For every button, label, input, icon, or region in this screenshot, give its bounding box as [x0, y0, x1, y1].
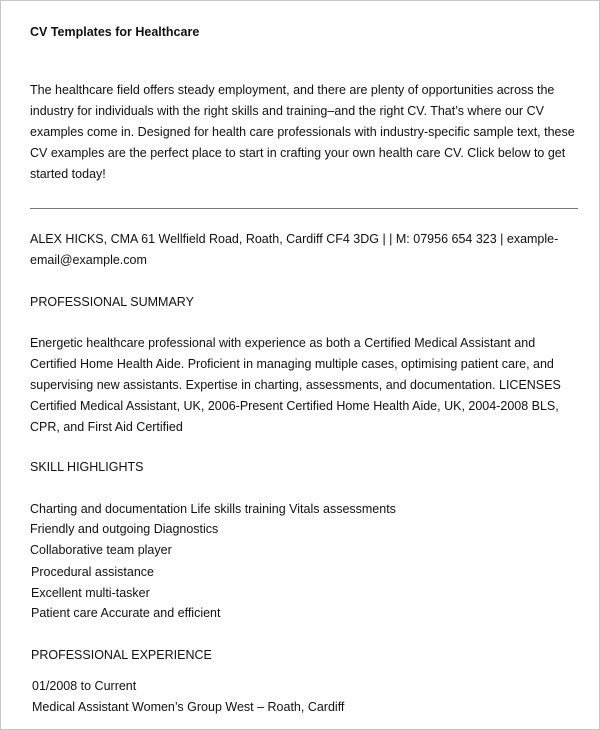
skill-item: Procedural assistance — [31, 565, 154, 579]
contact-info: ALEX HICKS, CMA 61 Wellfield Road, Roath, Cardiff CF4 3DG | | M: 07956 654 323 | example-email@example.com — [30, 232, 559, 267]
summary-text: Energetic healthcare professional with experience as both a Certified Medical Assistant and Certified Home Health Aide. Proficient in managing multiple cases, optimising patient care, and supervising new assistants. Expertise in charting, assessments, and documentation. LICENSES Certified Medical Assistant, UK, 2006-Present Certified Home Health Aide, UK, 2004-2008 BLS, CPR, and First Aid Certified — [30, 336, 561, 434]
experience-position: Medical Assistant Women’s Group West – Roath, Cardiff — [32, 700, 345, 714]
experience-dates: 01/2008 to Current — [32, 679, 137, 693]
document-title: CV Templates for Healthcare — [30, 25, 200, 39]
skill-item: Patient care Accurate and efficient — [31, 606, 221, 620]
experience-heading: PROFESSIONAL EXPERIENCE — [31, 648, 212, 662]
summary-heading: PROFESSIONAL SUMMARY — [30, 295, 194, 309]
skill-item: Excellent multi-tasker — [31, 586, 150, 600]
skill-item: Charting and documentation Life skills training Vitals assessments — [30, 502, 396, 516]
horizontal-divider — [30, 208, 578, 209]
skill-item: Friendly and outgoing Diagnostics — [30, 522, 219, 536]
skill-item: Collaborative team player — [30, 543, 172, 557]
skills-heading: SKILL HIGHLIGHTS — [30, 460, 144, 474]
intro-paragraph: The healthcare field offers steady employment, and there are plenty of opportunities across the industry for individuals with the right skills and training–and the right CV. That’s where our CV examples come in. Designed for health care professionals with industry-specific sample text, these CV examples are the perfect place to start in crafting your own health care CV. Click below to get started today! — [30, 83, 575, 181]
